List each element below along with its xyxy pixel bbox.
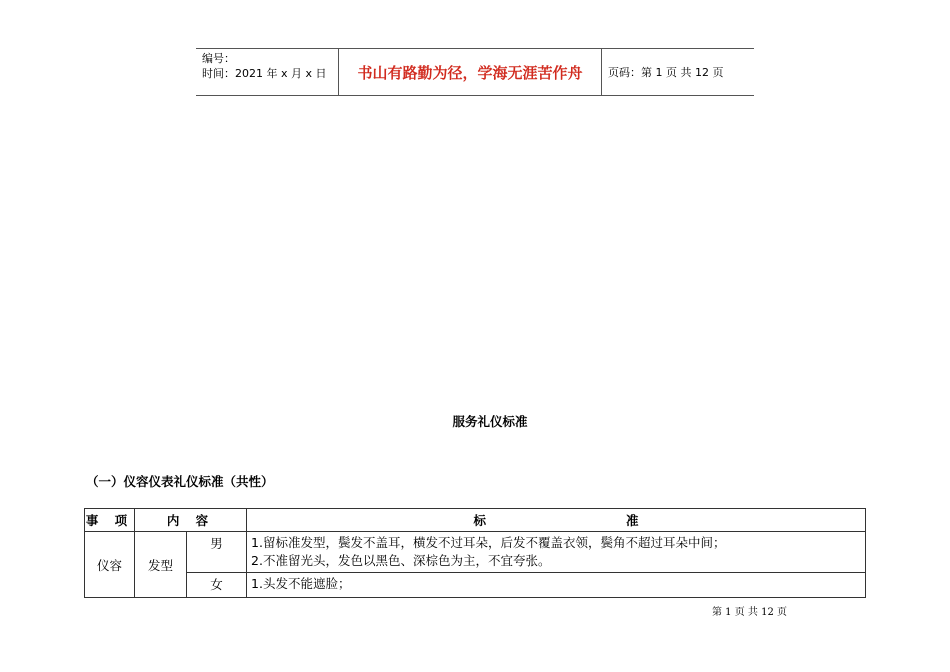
number-label: 编号：: [202, 52, 235, 65]
header-standard-right: 准: [626, 513, 639, 528]
gender-male-cell: 男: [187, 532, 247, 573]
standards-table: [84, 508, 866, 598]
female-standard-cell: [247, 573, 866, 598]
category-cell: 仪容: [85, 532, 135, 598]
section-title: （一）仪容仪表礼仪标准（共性）: [86, 474, 274, 489]
male-standard-line-2: 2.不准留光头，发色以黑色、深棕色为主，不宜夸张。: [251, 553, 551, 568]
female-standard-line-1: 1.头发不能遮脸；: [251, 576, 351, 591]
header-item: 事 项: [85, 509, 135, 532]
time-label: 时间：2021 年 x 月 x 日: [202, 67, 327, 80]
header-page-code: 页码：第 1 页 共 12 页: [608, 66, 724, 79]
header-content: 内 容: [135, 509, 247, 532]
header-motto: 书山有路勤为径，学海无涯苦作舟: [338, 49, 602, 95]
male-standard-line-1: 1.留标准发型，鬓发不盖耳，横发不过耳朵，后发不覆盖衣领，鬓角不超过耳朵中间；: [251, 535, 726, 550]
table-row-female: [85, 573, 866, 598]
page-footer: 第 1 页 共 12 页: [712, 607, 787, 618]
header-meta: [196, 49, 338, 95]
table-header-row: [85, 509, 866, 532]
header-standard: [247, 509, 866, 532]
document-title: 服务礼仪标准: [452, 414, 528, 429]
page-header: [196, 48, 754, 96]
male-standard-cell: [247, 532, 866, 573]
subcategory-cell: 发型: [135, 532, 187, 598]
header-standard-left: 标: [473, 513, 486, 528]
gender-female-cell: 女: [187, 573, 247, 598]
table-row-male: [85, 532, 866, 573]
